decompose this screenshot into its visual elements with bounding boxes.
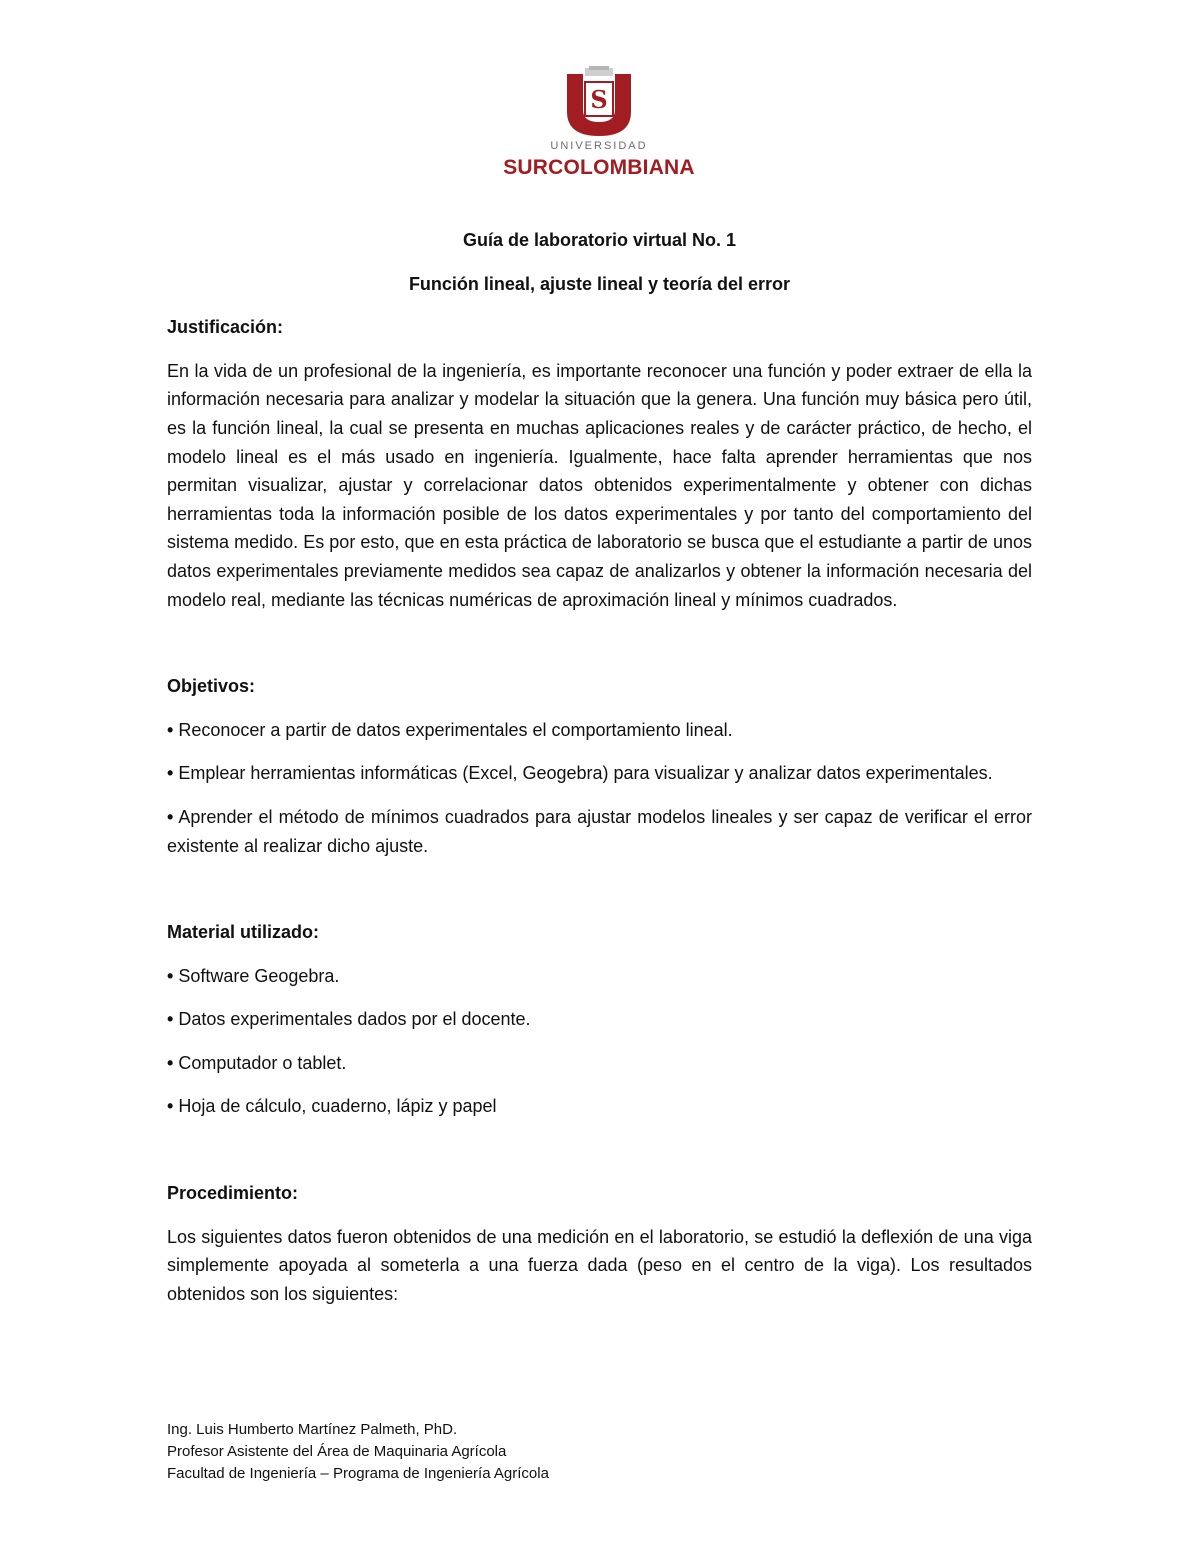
bullet-icon: •	[167, 1052, 174, 1073]
material-text: Hoja de cálculo, cuaderno, lápiz y papel	[178, 1096, 497, 1117]
objective-text: Reconocer a partir de datos experimentales el comportamiento lineal.	[178, 719, 733, 740]
bullet-icon: •	[167, 1096, 174, 1117]
bullet-icon: •	[167, 965, 174, 986]
crest-top-cap	[589, 66, 609, 70]
logo-university-name: SURCOLOMBIANA	[503, 156, 695, 179]
bullet-icon: •	[167, 763, 174, 784]
university-logo	[499, 66, 699, 186]
material-item	[167, 962, 1032, 991]
material-item	[167, 1005, 1032, 1034]
crest-monogram: S	[590, 85, 608, 114]
university-crest-icon	[499, 66, 699, 138]
bullet-icon: •	[167, 719, 174, 740]
material-item	[167, 1092, 1032, 1121]
procedure-paragraph: Los siguientes datos fueron obtenidos de una medición en el laboratorio, se estudió la deflexión de una viga simplemente apoyada al someterla a una fuerza dada (peso en el centro de la viga). Los resultados obtenidos son los siguientes:	[167, 1226, 1032, 1304]
materials-heading: Material utilizado:	[167, 922, 320, 943]
document-body	[167, 226, 1032, 1323]
justification-heading: Justificación:	[167, 317, 284, 338]
material-text: Software Geogebra.	[178, 965, 340, 986]
footer-position: Profesor Asistente del Área de Maquinaria Agrícola	[167, 1443, 507, 1460]
footer-author: Ing. Luis Humberto Martínez Palmeth, PhD.	[167, 1421, 458, 1438]
document-title: Guía de laboratorio virtual No. 1	[462, 230, 737, 250]
procedure-heading: Procedimiento:	[167, 1183, 299, 1204]
material-item	[167, 1049, 1032, 1078]
objective-item	[167, 803, 1032, 860]
objective-item	[167, 759, 1032, 788]
bullet-icon: •	[167, 806, 174, 827]
document-subtitle: Función lineal, ajuste lineal y teoría del error	[408, 273, 791, 294]
objective-text: Aprender el método de mínimos cuadrados para ajustar modelos lineales y ser capaz de verificar el error existente al realizar dicho ajuste.	[167, 806, 1032, 856]
logo-university-label: UNIVERSIDAD	[550, 140, 648, 152]
objectives-heading: Objetivos:	[167, 676, 256, 697]
objective-item	[167, 716, 1032, 745]
footer-faculty: Facultad de Ingeniería – Programa de Ingeniería Agrícola	[167, 1465, 549, 1482]
material-text: Computador o tablet.	[178, 1052, 347, 1073]
page-footer	[167, 1419, 867, 1485]
objective-text: Emplear herramientas informáticas (Excel, Geogebra) para visualizar y analizar datos experimentales.	[178, 763, 993, 784]
material-text: Datos experimentales dados por el docente.	[178, 1009, 531, 1030]
justification-paragraph: En la vida de un profesional de la ingeniería, es importante reconocer una función y poder extraer de ella la información necesaria para analizar y modelar la situación que la genera. Una función muy básica pero útil, es la función lineal, la cual se presenta en muchas aplicaciones reales y de carácter práctico, de hecho, el modelo lineal es el más usado en ingeniería. Igualmente, hace falta aprender herramientas que nos permitan visualizar, ajustar y correlacionar datos obtenidos experimentalmente y obtener con dichas herramientas toda la información posible de los datos experimentales y por tanto del comportamiento del sistema medido. Es por esto, que en esta práctica de laboratorio se busca que el estudiante a partir de unos datos experimentales previamente medidos sea capaz de analizarlos y obtener la información necesaria del modelo real, mediante las técnicas numéricas de aproximación lineal y mínimos cuadrados.	[167, 360, 1032, 610]
bullet-icon: •	[167, 1009, 174, 1030]
